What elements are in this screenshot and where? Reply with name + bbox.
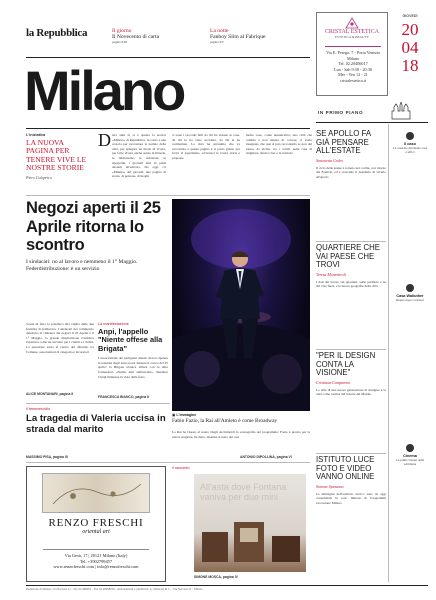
- duomo-icon: [391, 102, 411, 120]
- valeria-byline: MASSIMO PISA, pagina III: [26, 455, 68, 459]
- racconto-block[interactable]: [172, 466, 310, 582]
- middle-rule: [26, 403, 170, 404]
- right-col-story-title: ISTITUTO LUCE FOTO E VIDEO VANNO ONLINE: [316, 456, 375, 482]
- ad-cristal-sub: ESTETICA & BEAUTY: [335, 35, 369, 39]
- ad-cristal-line: Milano: [346, 55, 360, 61]
- teaser-night[interactable]: [210, 28, 310, 44]
- date-year: 18: [401, 56, 419, 75]
- ad-cristal-line: Lun - Sab 9:30 - 20:30: [333, 66, 373, 72]
- lead-intro[interactable]: [26, 133, 92, 180]
- valeria-kicker: Il femminicidio: [26, 407, 51, 411]
- lead-text-a: ieci anni fa si è spenta la storica «Milano» di Repubblica, in conto e una costola per raccontare le notizie della città, per spiegare un modo di vivere, per farle vivere anche senza le librerie, le biblioteche, le redazioni, le tipografie, i giornali letti in piedi davanti all'edicola. Da oggi c'è «Milano» del giovedì: una pagina di storie, di persone, di luoghi: [112, 133, 166, 179]
- valeria-title: La tragedia di Valeria uccisa in strada dal marito: [26, 413, 166, 435]
- ad-cristal-lines: [319, 50, 387, 84]
- ad-renzo-contacts: [31, 553, 161, 570]
- right-col-story-author: Cristiana Campanini: [316, 379, 350, 385]
- right-col-divider: [316, 453, 386, 454]
- headline-block[interactable]: [26, 199, 170, 272]
- right-col-story[interactable]: [316, 456, 386, 580]
- sidebar-item[interactable]: [392, 444, 428, 466]
- right-col-story-title: QUARTIERE CHE VAI PAESE CHE TROVI: [316, 244, 380, 270]
- ad-cristal-divider: [325, 46, 381, 47]
- footer-text: Redazione di Milano: via Nervesa 21 - Tel. 02.480981 - Fax 02.48098229 - Abbonamenti e pubblicità: A. Manzoni & C. - Via Nervesa 21 - Milano: [26, 587, 203, 591]
- right-col-story-title: "PER IL DESIGN CONTA LA VISIONE": [316, 352, 376, 378]
- lead-col-b: ci sono i racconti fatti da chi ha vissuto le cose, da chi le ha viste accadere, da chi le ha combattute. La città ha un'anima che va raccontata e questa pagina è il posto giusto per farlo: vi aspettiamo, scriveteci le vostre storie e proposte: [172, 133, 240, 160]
- lead-col-c: molte cose, come nessun'altra; una città che cambia e non smette di correre, ci avete insegnato che non si può raccontarla se non dal basso, da vicino, tra i cortili, nelle case di ringhiera, dentro i bar e le trattorie: [246, 133, 312, 156]
- racconto-kicker: Il racconto: [172, 466, 190, 470]
- photo-scene: [172, 199, 310, 411]
- ad-renzo-image: [42, 473, 150, 513]
- right-column: [316, 126, 386, 584]
- headline-byline: ALICE MONTANARI, pagina II: [26, 392, 74, 396]
- right-col-story-text: Il ciclo delle statue è tornato nel cortile, con ritorno del Festival, ed è cresciuto il desiderio di viverlo all'aperto: [316, 165, 386, 179]
- ad-renzo-phone: Tel. +3902799457: [79, 558, 113, 564]
- teaser-day-kicker: Il giorno: [112, 28, 132, 34]
- right-col-divider: [316, 241, 386, 242]
- date-day: 20: [401, 20, 419, 39]
- sidebar-item-icon: [406, 284, 414, 292]
- sidebar-item-label: Cinema: [403, 454, 417, 458]
- valeria-block[interactable]: [26, 407, 172, 435]
- photo-fazio[interactable]: [172, 199, 310, 411]
- lead-col-a: [98, 130, 166, 191]
- ad-cristal-line: cristalestetica.it: [339, 77, 367, 83]
- sidebar-item-text: Le caserme diventano case e uffici: [392, 146, 428, 155]
- anpi-kicker: La manifestazione: [98, 322, 129, 326]
- lead-author: Piero Colaprico: [26, 174, 52, 180]
- ad-renzo-name: RENZO FRESCHI: [48, 517, 144, 529]
- sidebar-item-icon: [406, 444, 414, 452]
- teaser-day[interactable]: [112, 28, 204, 44]
- headline-title: Negozi aperti il 25 Aprile ritorna lo scontro: [26, 199, 161, 255]
- lead-kicker: L'iniziativa: [26, 133, 46, 137]
- photo-caption: [172, 413, 310, 425]
- lead-title: LA NUOVA PAGINA PER TENERE VIVE LE NOSTRE STORIE: [26, 138, 87, 173]
- racconto-photo: [194, 474, 306, 572]
- teaser-day-text: Il Novecento di carta: [112, 34, 160, 40]
- sidebar-item-icon: [406, 132, 414, 140]
- right-col-story[interactable]: [316, 130, 386, 240]
- anpi-body: L'associazione dei partigiani chiede di non ripetere le tensioni degli anni scorsi durante il corteo del 25 aprile: la Brigata ebraica sfilerà con le altre formazioni. «Siamo tutti antifascisti», ribadisce l'Anpi milanese in vista della festa: [98, 356, 168, 379]
- teaser-night-kicker: La notte: [210, 28, 229, 34]
- racconto-title: All'asta dove Fontana vaniva per due mini: [200, 482, 287, 503]
- headline-subtitle: I sindacati: no al lavoro e nemmeno il 1° Maggio. Federdistribuzione: è un servizio: [26, 258, 138, 272]
- photo-caption-title: Fabio Fazio, la Rai all'Amleto è come Broadway: [172, 418, 278, 424]
- right-col-story-text: I dati del lavoro sui quartieri, sulle periferie e su chi vive fuori, e le nuove geografie della città: [316, 279, 386, 289]
- teaser-day-page: pagina XIII: [112, 40, 127, 44]
- date-box: [392, 14, 428, 84]
- sidebar-item-label: Il caso: [404, 142, 416, 146]
- sidebar-item[interactable]: [392, 132, 428, 154]
- right-col-story-author: Teresa Monestiroli: [316, 271, 346, 277]
- date-day-label: GIOVEDÌ: [402, 14, 418, 18]
- footer-rule: [26, 585, 428, 586]
- lead-block: [26, 130, 316, 193]
- anpi-byline: FRANCESCA BIANCO, pagina II: [98, 395, 150, 400]
- teaser-night-text: Fanboy Slim al Fabrique: [210, 34, 266, 40]
- ad-renzo-sub: oriental art: [82, 529, 110, 535]
- ad-cristal-line: Mer - Ven 12 - 21: [338, 72, 368, 78]
- right-col-story[interactable]: [316, 352, 386, 452]
- sidebar-item-label: Casa Walluther: [396, 294, 424, 298]
- sidebar-divider: [388, 124, 389, 582]
- right-col-story-text: Lo stile di una nuova generazione di designer e la città come vetrina del Salone del Mobile: [316, 387, 386, 397]
- city-title: Milano: [24, 59, 184, 122]
- right-col-divider: [316, 349, 386, 350]
- anpi-block[interactable]: [98, 322, 168, 399]
- right-col-story-text: Le immagini dell'archivio storico sono da oggi consultabili in rete: milioni di fotogrammi raccontano Milano: [316, 491, 386, 505]
- photo-credit-label: [172, 413, 310, 417]
- racconto-byline: SIMONE MOSCA, pagina IV: [194, 575, 238, 579]
- right-col-story-author: Simonetta Cedro: [316, 157, 343, 163]
- masthead-bottom-rule: [26, 128, 310, 129]
- ad-cristal-crest-icon: [345, 16, 359, 28]
- sidebar-item-text: Riapre dopo i restauri: [396, 298, 424, 302]
- headline-body: Scatta di fatto la polemica alla vigilia delle due festività di primavera. I sindacati del commercio chiedono la chiusura dei negozi il 25 Aprile e il 1° Maggio, la grande distribuzione rivendica l'apertura come un servizio per i clienti e i turisti. La questione torna al centro del dibattito tra Comune, associazioni di categoria e lavoratori: [26, 322, 94, 354]
- photo-body: La Rai ha fissato al teatro Degli Arcimboldi la scenografia del programma: Fazio è pronto per la nuova stagione, ha detto, insieme al resto del cast: [172, 430, 310, 439]
- lower-rule: [26, 462, 310, 463]
- ad-cristal-estetica[interactable]: [316, 12, 388, 96]
- ad-renzo-web: www.renzofreschi.com | info@renzofreschi.com: [53, 564, 139, 570]
- ad-renzo-address: Via Gesù, 17 | 20121 Milano (Italy): [64, 553, 128, 558]
- photo-byline: ANTONIO DIPOLLINA, pagina VI: [240, 455, 292, 459]
- lead-bottom-rule: [26, 195, 310, 196]
- section-label: IN PRIMO PIANO: [318, 110, 364, 115]
- sidebar-item[interactable]: [392, 284, 428, 302]
- right-col-rule: [316, 122, 428, 123]
- brand-logo[interactable]: la Repubblica: [26, 27, 88, 39]
- sidebar-item-text: Le prime visioni della settimana: [395, 458, 425, 467]
- teaser-night-page: pagina XV: [210, 40, 224, 44]
- anpi-title: Anpi, l'appello "Niente offese alla Brigata": [98, 327, 163, 353]
- ad-cristal-name: CRISTAL ESTETICA: [324, 29, 380, 35]
- date-month: 04: [401, 38, 419, 57]
- sidebar: [390, 124, 430, 584]
- camera-icon: ▣: [172, 413, 176, 417]
- ad-cristal-line: Via E. Perego, 7 - Porta Venezia: [326, 50, 380, 55]
- ad-renzo-divider: [43, 549, 149, 550]
- right-col-story-author: Simone Spezzano: [316, 483, 344, 489]
- ad-cristal-line: Tel. 02.20406017: [338, 61, 368, 67]
- photo-credit-text: L'immagine: [176, 413, 197, 417]
- right-col-story[interactable]: [316, 244, 386, 348]
- ad-renzo-freschi[interactable]: [26, 466, 166, 582]
- right-col-story-title: SE APOLLO FA GIÀ PENSARE ALL'ESTATE: [316, 130, 371, 156]
- lead-dropcap: D: [98, 130, 111, 150]
